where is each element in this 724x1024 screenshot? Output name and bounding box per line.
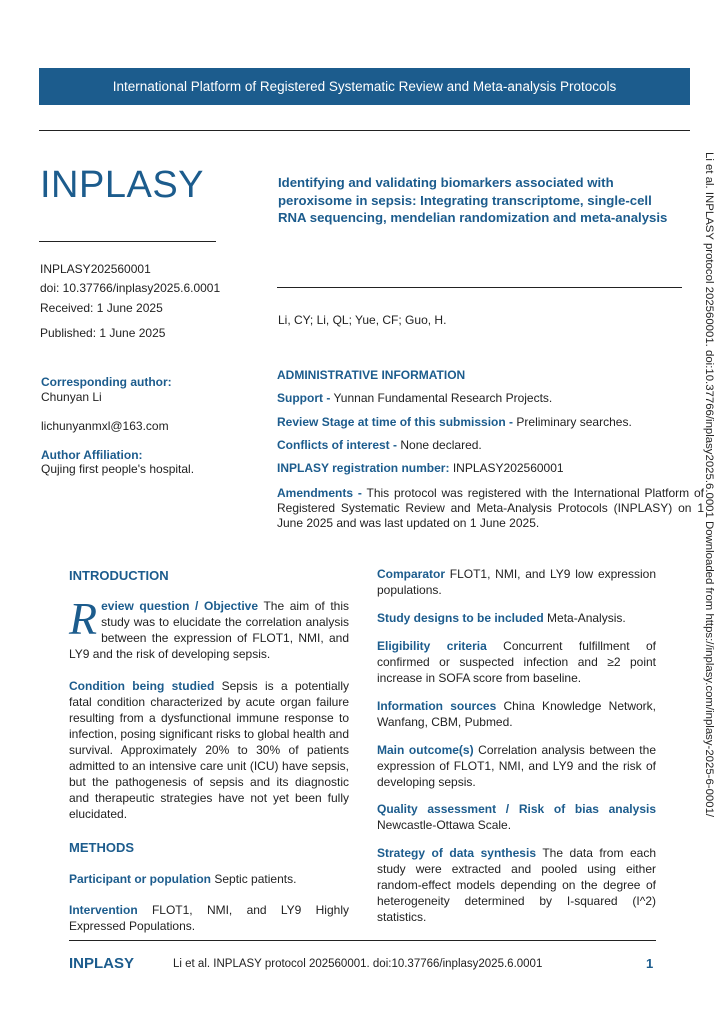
header-banner (39, 68, 690, 105)
review-question-text: The aim of this study was to elucidate the correlation analysis between the expression of FLOT1, NMI, and LY9 and the risk of developing sepsis. (69, 599, 349, 662)
admin-support (277, 391, 704, 407)
eligibility-paragraph (377, 639, 656, 687)
quality-paragraph (377, 802, 656, 834)
introduction-heading: INTRODUCTION (69, 568, 169, 583)
corresponding-label: Corresponding author: (41, 375, 172, 389)
amendments-label: Amendments - (277, 486, 362, 500)
intervention-paragraph (69, 903, 349, 935)
authors: Li, CY; Li, QL; Yue, CF; Guo, H. (278, 313, 447, 327)
left-column (69, 567, 349, 935)
outcome-paragraph (377, 743, 656, 791)
conflicts-label: Conflicts of interest - (277, 438, 398, 452)
stage-text: Preliminary searches. (516, 415, 632, 429)
outcome-label: Main outcome(s) (377, 742, 474, 757)
conflicts-text: None declared. (400, 438, 482, 452)
eligibility-text: Concurrent fulfillment of confirmed or suspected infection and ≥2 point increase in SOFA score from baseline. (377, 638, 656, 685)
comparator-text: FLOT1, NMI, and LY9 low expression populations. (377, 567, 656, 597)
affiliation-text: Qujing first people's hospital. (41, 462, 195, 476)
support-label: Support - (277, 391, 331, 405)
page-number: 1 (646, 956, 654, 971)
support-text: Yunnan Fundamental Research Projects. (333, 391, 553, 405)
published-date: Published: 1 June 2025 (40, 326, 166, 340)
sources-label: Information sources (377, 698, 497, 713)
admin-registration (277, 461, 704, 477)
strategy-text: The data from each study were extracted and pooled using either random-effect models depending on the degree of heterogeneity determined by I-squared (I^2) statistics. (377, 846, 656, 925)
sources-text: China Knowledge Network, Wanfang, CBM, Pubmed. (377, 698, 657, 729)
participant-label: Participant or population (69, 871, 212, 886)
dropcap-letter: R (69, 593, 98, 645)
outcome-text: Correlation analysis between the expression of FLOT1, NMI, and LY9 and the risk of developing sepsis. (377, 742, 656, 789)
participant-paragraph (69, 872, 349, 888)
review-question-label: eview question / Objective (101, 599, 259, 614)
comparator-paragraph (377, 567, 656, 599)
footer-divider (69, 940, 656, 941)
comparator-label: Comparator (377, 567, 446, 581)
sources-paragraph (377, 699, 656, 731)
quality-text: Newcastle-Ottawa Scale. (377, 818, 512, 833)
participant-text: Septic patients. (214, 871, 297, 886)
top-divider (39, 130, 690, 131)
condition-text: Sepsis is a potentially fatal condition characterized by acute organ failure resulting from a dysfunctional immune response to infection, posing significant risks to global health and survival. Approximately 20% to 30% of patients admitted to an intensive care unit (ICU) have sepsis, but the pathogenesis of sepsis and its diagnostic and therapeutic strategies have not yet been fully elucidated. (69, 679, 349, 821)
stage-label: Review Stage at time of this submission - (277, 415, 514, 429)
designs-label: Study designs to be included (377, 610, 544, 625)
condition-paragraph (69, 679, 349, 823)
brand-logo-text: INPLASY (40, 164, 205, 206)
side-citation: Li et al. INPLASY protocol 202560001. doi:10.37766/inplasy2025.6.0001 Downloaded from https://inplasy.com/inplasy-2025-6-0001/ (703, 152, 715, 818)
intervention-text: FLOT1, NMI, and LY9 Highly Expressed Populations. (69, 902, 349, 933)
admin-stage (277, 415, 704, 431)
amendments-text: This protocol was registered with the International Platform of Registered Systematic Review and Meta-Analysis Protocols (INPLASY) on 1 June 2025 and was last updated on 1 June 2025. (277, 486, 704, 530)
footer-citation: Li et al. INPLASY protocol 202560001. doi:10.37766/inplasy2025.6.0001 (173, 958, 543, 970)
banner-text: International Platform of Registered Systematic Review and Meta-analysis Protocols (112, 79, 617, 94)
strategy-label: Strategy of data synthesis (377, 846, 536, 861)
registration-id: INPLASY202560001 (40, 262, 151, 276)
designs-text: Meta-Analysis. (547, 610, 626, 625)
doi: doi: 10.37766/inplasy2025.6.0001 (40, 281, 221, 295)
corresponding-email[interactable]: lichunyanmxl@163.com (41, 419, 169, 433)
strategy-paragraph (377, 846, 656, 926)
intervention-label: Intervention (69, 902, 138, 917)
received-date: Received: 1 June 2025 (40, 301, 163, 315)
right-column (377, 567, 656, 926)
admin-conflicts (277, 438, 704, 454)
admin-amendments (277, 486, 704, 531)
registration-text: INPLASY202560001 (452, 461, 564, 475)
brand-divider (39, 241, 216, 242)
quality-label: Quality assessment / Risk of bias analysis (377, 802, 656, 817)
paper-title: Identifying and validating biomarkers associated with peroxisome in sepsis: Integrating transcriptome, single-cell RNA sequencing, mendelian randomization and meta-analysis (278, 175, 668, 226)
registration-label: INPLASY registration number: (277, 461, 450, 475)
corresponding-name: Chunyan Li (41, 390, 102, 404)
eligibility-label: Eligibility criteria (377, 638, 487, 653)
methods-heading: METHODS (69, 839, 134, 855)
title-divider (277, 287, 682, 288)
review-question-paragraph (69, 593, 349, 663)
affiliation-label: Author Affiliation: (41, 448, 143, 462)
admin-heading: ADMINISTRATIVE INFORMATION (277, 368, 466, 382)
condition-label: Condition being studied (69, 679, 215, 694)
footer-brand: INPLASY (69, 955, 135, 972)
designs-paragraph (377, 611, 656, 627)
